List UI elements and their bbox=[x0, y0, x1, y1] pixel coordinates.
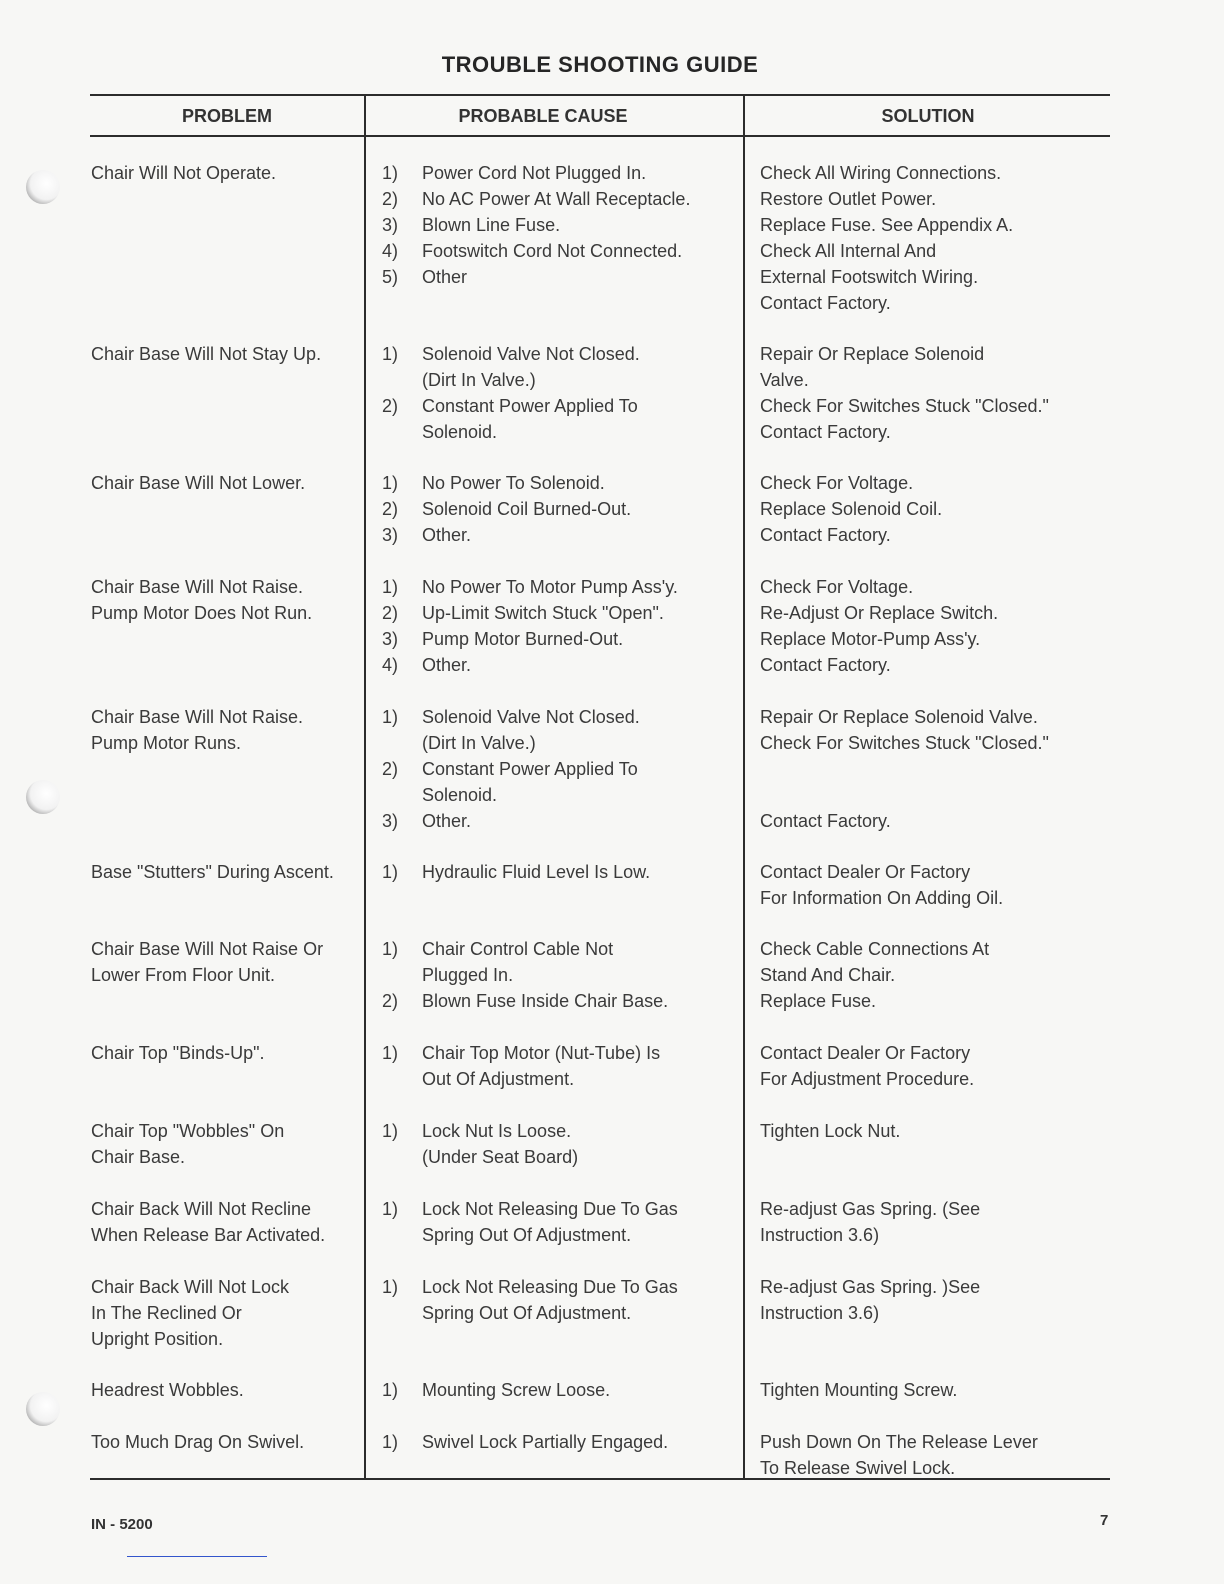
solution-text: Check For Switches Stuck "Closed." bbox=[760, 733, 1049, 753]
solution-text: Contact Factory. bbox=[760, 811, 891, 831]
cause-text: Lock Not Releasing Due To Gas bbox=[422, 1199, 678, 1219]
solution-text: Contact Factory. bbox=[760, 293, 891, 313]
cause-item bbox=[382, 1377, 610, 1403]
cause-cell bbox=[382, 1040, 660, 1092]
cause-item bbox=[382, 704, 640, 756]
cause-text: Blown Line Fuse. bbox=[422, 215, 561, 235]
solution-cell bbox=[760, 936, 989, 1014]
solution-text: Check For Switches Stuck "Closed." bbox=[760, 396, 1049, 416]
cause-number: 1) bbox=[382, 1121, 399, 1141]
solution-text: Valve. bbox=[760, 370, 809, 390]
cause-text: Lock Nut Is Loose. bbox=[422, 1121, 572, 1141]
cause-number: 2) bbox=[382, 759, 399, 779]
solution-text: Check All Wiring Connections. bbox=[760, 163, 1002, 183]
cause-item bbox=[382, 936, 668, 988]
cause-cell bbox=[382, 936, 668, 1014]
problem-cell bbox=[91, 1118, 284, 1170]
problem-cell bbox=[91, 1040, 265, 1066]
cause-number: 1) bbox=[382, 707, 399, 727]
column-divider-2 bbox=[743, 94, 745, 1480]
cause-text: Spring Out Of Adjustment. bbox=[422, 1225, 632, 1245]
cause-number: 5) bbox=[382, 267, 399, 287]
problem-text: In The Reclined Or bbox=[91, 1303, 242, 1323]
cause-text: Solenoid Valve Not Closed. bbox=[422, 707, 640, 727]
cause-text: Footswitch Cord Not Connected. bbox=[422, 241, 683, 261]
solution-cell bbox=[760, 1429, 1038, 1481]
cause-text: Swivel Lock Partially Engaged. bbox=[422, 1432, 669, 1452]
problem-cell bbox=[91, 936, 323, 988]
problem-text: Chair Base. bbox=[91, 1147, 186, 1167]
cause-item bbox=[382, 600, 678, 626]
cause-text: No Power To Solenoid. bbox=[422, 473, 605, 493]
cause-text: (Dirt In Valve.) bbox=[422, 370, 536, 390]
solution-cell bbox=[760, 160, 1013, 316]
solution-cell bbox=[760, 1274, 980, 1326]
cause-text: Plugged In. bbox=[422, 965, 514, 985]
cause-item bbox=[382, 859, 650, 885]
cause-number: 3) bbox=[382, 811, 399, 831]
problem-cell bbox=[91, 1429, 304, 1455]
problem-text: Chair Will Not Operate. bbox=[91, 163, 277, 183]
cause-item bbox=[382, 1429, 668, 1455]
cause-cell bbox=[382, 341, 640, 445]
cause-text: Solenoid Valve Not Closed. bbox=[422, 344, 640, 364]
cause-text: Solenoid Coil Burned-Out. bbox=[422, 499, 632, 519]
solution-text bbox=[760, 756, 1049, 782]
problem-text: When Release Bar Activated. bbox=[91, 1225, 326, 1245]
problem-text: Chair Base Will Not Stay Up. bbox=[91, 344, 322, 364]
problem-cell bbox=[91, 160, 276, 186]
page-number: 7 bbox=[1100, 1512, 1109, 1529]
cause-text: Pump Motor Burned-Out. bbox=[422, 629, 624, 649]
solution-cell bbox=[760, 574, 998, 678]
cause-cell bbox=[382, 1118, 578, 1170]
solution-text: Restore Outlet Power. bbox=[760, 189, 937, 209]
solution-text: For Information On Adding Oil. bbox=[760, 888, 1004, 908]
solution-text: Replace Motor-Pump Ass'y. bbox=[760, 629, 981, 649]
cause-number: 3) bbox=[382, 525, 399, 545]
cause-item bbox=[382, 1118, 578, 1170]
cause-text: Constant Power Applied To bbox=[422, 759, 638, 779]
header-probable-cause: PROBABLE CAUSE bbox=[458, 106, 628, 126]
cause-item bbox=[382, 496, 631, 522]
problem-cell bbox=[91, 470, 305, 496]
cause-number: 1) bbox=[382, 1277, 399, 1297]
cause-text: Solenoid. bbox=[422, 422, 498, 442]
problem-text: Headrest Wobbles. bbox=[91, 1380, 244, 1400]
cause-number: 2) bbox=[382, 991, 399, 1011]
problem-text: Chair Top "Wobbles" On bbox=[91, 1121, 285, 1141]
problem-text: Chair Base Will Not Raise. bbox=[91, 577, 304, 597]
solution-text: Replace Fuse. bbox=[760, 991, 877, 1011]
cause-number: 2) bbox=[382, 189, 399, 209]
cause-text: Blown Fuse Inside Chair Base. bbox=[422, 991, 669, 1011]
problem-text: Chair Base Will Not Raise Or bbox=[91, 939, 324, 959]
solution-cell bbox=[760, 1196, 980, 1248]
cause-cell bbox=[382, 574, 678, 678]
solution-text: Contact Factory. bbox=[760, 422, 891, 442]
cause-item bbox=[382, 988, 668, 1014]
problem-cell bbox=[91, 1196, 325, 1248]
cause-text: (Under Seat Board) bbox=[422, 1147, 579, 1167]
cause-number: 1) bbox=[382, 1199, 399, 1219]
cause-item bbox=[382, 574, 678, 600]
punch-hole-middle bbox=[26, 780, 60, 814]
solution-cell bbox=[760, 470, 942, 548]
solution-text: Push Down On The Release Lever bbox=[760, 1432, 1038, 1452]
cause-number: 1) bbox=[382, 577, 399, 597]
solution-cell bbox=[760, 341, 1049, 445]
solution-text: Instruction 3.6) bbox=[760, 1303, 880, 1323]
problem-cell bbox=[91, 1377, 244, 1403]
problem-text: Chair Top "Binds-Up". bbox=[91, 1043, 265, 1063]
cause-item bbox=[382, 470, 631, 496]
cause-text: Other. bbox=[422, 525, 472, 545]
problem-text: Pump Motor Does Not Run. bbox=[91, 603, 313, 623]
cause-number: 1) bbox=[382, 862, 399, 882]
cause-cell bbox=[382, 1429, 668, 1455]
cause-text: Hydraulic Fluid Level Is Low. bbox=[422, 862, 651, 882]
problem-text: Chair Back Will Not Recline bbox=[91, 1199, 312, 1219]
cause-number: 4) bbox=[382, 241, 399, 261]
cause-text: Mounting Screw Loose. bbox=[422, 1380, 611, 1400]
blue-underline-mark bbox=[127, 1556, 267, 1557]
cause-text: Other. bbox=[422, 811, 472, 831]
cause-number: 2) bbox=[382, 603, 399, 623]
problem-text: Chair Base Will Not Raise. bbox=[91, 707, 304, 727]
cause-text: Other. bbox=[422, 655, 472, 675]
cause-item bbox=[382, 264, 690, 290]
cause-number: 1) bbox=[382, 344, 399, 364]
problem-cell bbox=[91, 1274, 289, 1352]
cause-text: Chair Top Motor (Nut-Tube) Is bbox=[422, 1043, 661, 1063]
solution-text: To Release Swivel Lock. bbox=[760, 1458, 956, 1478]
cause-cell bbox=[382, 470, 631, 548]
cause-item bbox=[382, 756, 640, 808]
cause-number: 1) bbox=[382, 1432, 399, 1452]
cause-cell bbox=[382, 160, 690, 290]
cause-number: 3) bbox=[382, 629, 399, 649]
cause-text: Spring Out Of Adjustment. bbox=[422, 1303, 632, 1323]
solution-text: Tighten Lock Nut. bbox=[760, 1121, 901, 1141]
cause-text: No AC Power At Wall Receptacle. bbox=[422, 189, 691, 209]
cause-text: Other bbox=[422, 267, 468, 287]
cause-text: Up-Limit Switch Stuck "Open". bbox=[422, 603, 664, 623]
cause-item bbox=[382, 522, 631, 548]
solution-text: Contact Factory. bbox=[760, 655, 891, 675]
cause-cell bbox=[382, 1377, 610, 1403]
cause-number: 1) bbox=[382, 473, 399, 493]
solution-text: Re-adjust Gas Spring. )See bbox=[760, 1277, 981, 1297]
cause-text: Chair Control Cable Not bbox=[422, 939, 614, 959]
cause-number: 2) bbox=[382, 396, 399, 416]
solution-cell bbox=[760, 1040, 974, 1092]
problem-text: Lower From Floor Unit. bbox=[91, 965, 276, 985]
cause-text: Lock Not Releasing Due To Gas bbox=[422, 1277, 678, 1297]
solution-text: Contact Dealer Or Factory bbox=[760, 1043, 971, 1063]
problem-cell bbox=[91, 341, 321, 367]
punch-hole-bottom bbox=[26, 1392, 60, 1426]
cause-item bbox=[382, 212, 690, 238]
solution-text: Replace Fuse. See Appendix A. bbox=[760, 215, 1014, 235]
header-solution: SOLUTION bbox=[881, 106, 975, 126]
solution-text: Instruction 3.6) bbox=[760, 1225, 880, 1245]
problem-text: Chair Base Will Not Lower. bbox=[91, 473, 306, 493]
page-title: TROUBLE SHOOTING GUIDE bbox=[441, 52, 759, 77]
cause-cell bbox=[382, 1274, 678, 1326]
cause-item bbox=[382, 652, 678, 678]
cause-number: 4) bbox=[382, 655, 399, 675]
solution-text: Contact Dealer Or Factory bbox=[760, 862, 971, 882]
problem-text: Pump Motor Runs. bbox=[91, 733, 242, 753]
solution-text: Repair Or Replace Solenoid Valve. bbox=[760, 707, 1038, 727]
cause-number: 3) bbox=[382, 215, 399, 235]
solution-text: Re-adjust Gas Spring. (See bbox=[760, 1199, 981, 1219]
punch-hole-top bbox=[26, 170, 60, 204]
solution-text: Check For Voltage. bbox=[760, 577, 914, 597]
cause-text: Power Cord Not Plugged In. bbox=[422, 163, 647, 183]
cause-number: 1) bbox=[382, 163, 399, 183]
cause-text: Out Of Adjustment. bbox=[422, 1069, 575, 1089]
cause-text: (Dirt In Valve.) bbox=[422, 733, 536, 753]
problem-cell bbox=[91, 859, 334, 885]
cause-cell bbox=[382, 859, 650, 885]
problem-cell bbox=[91, 574, 312, 626]
solution-cell bbox=[760, 1377, 957, 1403]
cause-item bbox=[382, 1274, 678, 1326]
solution-text: Check For Voltage. bbox=[760, 473, 914, 493]
problem-text: Too Much Drag On Swivel. bbox=[91, 1432, 305, 1452]
cause-item bbox=[382, 341, 640, 393]
solution-text: Repair Or Replace Solenoid bbox=[760, 344, 985, 364]
solution-text: For Adjustment Procedure. bbox=[760, 1069, 975, 1089]
solution-cell bbox=[760, 859, 1003, 911]
solution-text: Replace Solenoid Coil. bbox=[760, 499, 943, 519]
header-problem: PROBLEM bbox=[182, 106, 272, 126]
solution-text: Stand And Chair. bbox=[760, 965, 896, 985]
cause-item bbox=[382, 1196, 678, 1248]
solution-text bbox=[760, 782, 1049, 808]
cause-item bbox=[382, 1040, 660, 1092]
cause-cell bbox=[382, 704, 640, 834]
cause-item bbox=[382, 626, 678, 652]
cause-number: 1) bbox=[382, 1043, 399, 1063]
cause-text: No Power To Motor Pump Ass'y. bbox=[422, 577, 678, 597]
header-bottom-rule bbox=[90, 135, 1110, 137]
solution-text: Check All Internal And bbox=[760, 241, 937, 261]
cause-text: Constant Power Applied To bbox=[422, 396, 638, 416]
problem-text: Upright Position. bbox=[91, 1329, 224, 1349]
column-divider-1 bbox=[364, 94, 366, 1480]
cause-number: 2) bbox=[382, 499, 399, 519]
solution-text: Tighten Mounting Screw. bbox=[760, 1380, 958, 1400]
cause-item bbox=[382, 186, 690, 212]
cause-item bbox=[382, 238, 690, 264]
problem-text: Chair Back Will Not Lock bbox=[91, 1277, 290, 1297]
solution-text: External Footswitch Wiring. bbox=[760, 267, 979, 287]
cause-number: 1) bbox=[382, 1380, 399, 1400]
cause-item bbox=[382, 808, 640, 834]
problem-text: Base "Stutters" During Ascent. bbox=[91, 862, 334, 882]
solution-cell bbox=[760, 704, 1049, 834]
cause-item bbox=[382, 160, 690, 186]
solution-text: Re-Adjust Or Replace Switch. bbox=[760, 603, 999, 623]
solution-text: Check Cable Connections At bbox=[760, 939, 990, 959]
table-top-rule bbox=[90, 94, 1110, 96]
cause-text: Solenoid. bbox=[422, 785, 498, 805]
problem-cell bbox=[91, 704, 303, 756]
document-number: IN - 5200 bbox=[91, 1516, 153, 1533]
cause-item bbox=[382, 393, 640, 445]
solution-text: Contact Factory. bbox=[760, 525, 891, 545]
cause-number: 1) bbox=[382, 939, 399, 959]
solution-cell bbox=[760, 1118, 900, 1144]
cause-cell bbox=[382, 1196, 678, 1248]
